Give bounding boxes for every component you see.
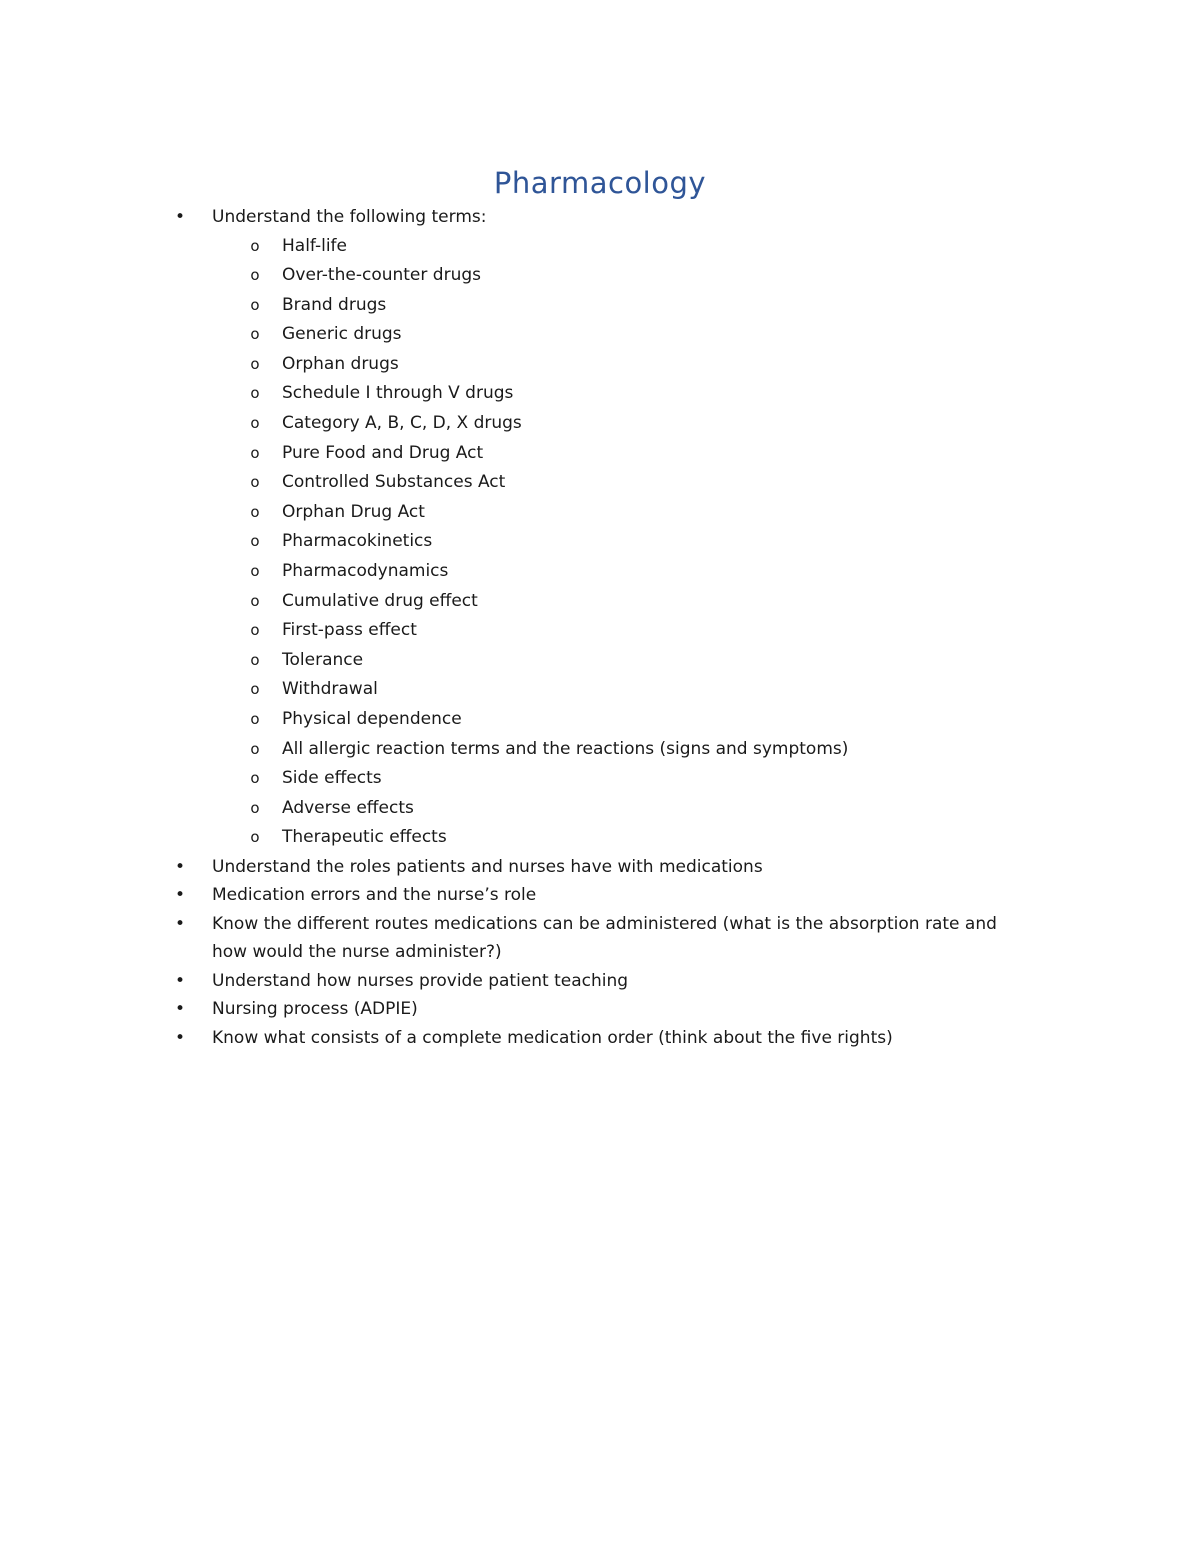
sub-list-item: [0, 409, 1030, 439]
sub-list-item: [0, 823, 1030, 853]
list-item: [0, 1024, 1200, 1053]
circle-bullet-icon: o: [250, 680, 260, 699]
sub-list-item-text: Category A, B, C, D, X drugs: [282, 413, 522, 434]
circle-bullet-icon: o: [250, 532, 260, 551]
circle-bullet-icon: o: [250, 266, 260, 285]
sub-list-item-text: Pharmacokinetics: [282, 531, 433, 552]
sub-list-item: [0, 291, 1030, 321]
sub-list-item-text: Cumulative drug effect: [282, 590, 478, 611]
circle-bullet-icon: o: [250, 325, 260, 344]
bullet-icon: •: [174, 207, 186, 227]
bullet-icon: •: [174, 885, 186, 906]
circle-bullet-icon: o: [250, 798, 260, 817]
sub-list-item-text: Therapeutic effects: [282, 827, 447, 848]
list-item: [0, 995, 1200, 1024]
sub-list-item: [0, 379, 1030, 409]
sub-list-item: [0, 587, 1030, 617]
sub-list-item: [0, 350, 1030, 380]
circle-bullet-icon: o: [250, 769, 260, 788]
bullet-icon: •: [174, 999, 186, 1020]
sub-list-item: [0, 439, 1030, 469]
circle-bullet-icon: o: [250, 414, 260, 433]
sub-list-item: [0, 616, 1030, 646]
list-item-text: Understand the following terms:: [212, 207, 487, 227]
circle-bullet-icon: o: [250, 710, 260, 728]
sub-list: [212, 232, 1030, 853]
circle-bullet-icon: o: [250, 443, 260, 462]
circle-bullet-icon: o: [250, 562, 260, 581]
circle-bullet-icon: o: [250, 828, 260, 847]
bullet-icon: •: [174, 1027, 186, 1048]
bullet-icon: •: [174, 970, 186, 991]
list-item-text: Medication errors and the nurse’s role: [212, 885, 537, 906]
circle-bullet-icon: o: [250, 384, 260, 403]
sub-list-item-text: Side effects: [282, 768, 382, 789]
sub-list-item-text: First-pass effect: [282, 620, 417, 641]
bullet-list: [0, 203, 1200, 1052]
sub-list-item: [0, 557, 1030, 587]
sub-list-item: [0, 675, 1030, 705]
sub-list-item-text: Adverse effects: [282, 797, 414, 818]
sub-list-item: [0, 794, 1030, 824]
sub-list-item-text: Controlled Substances Act: [282, 472, 506, 493]
sub-list-item: [0, 527, 1030, 557]
sub-list-item-text: Pure Food and Drug Act: [282, 442, 484, 463]
sub-list-item: [0, 261, 1030, 291]
list-item-text: Know what consists of a complete medication order (think about the five rights): [212, 1027, 893, 1048]
sub-list-item-text: Schedule I through V drugs: [282, 383, 514, 404]
list-item: [0, 853, 1200, 882]
circle-bullet-icon: o: [250, 591, 260, 610]
sub-list-item: [0, 232, 1030, 262]
sub-list-item-text: All allergic reaction terms and the reactions (signs and symptoms): [282, 738, 849, 759]
circle-bullet-icon: o: [250, 473, 260, 492]
sub-list-item: [0, 468, 1030, 498]
bullet-icon: •: [174, 913, 186, 934]
sub-list-item-text: Pharmacodynamics: [282, 561, 449, 582]
circle-bullet-icon: o: [250, 621, 260, 640]
sub-list-item: [0, 646, 1030, 676]
circle-bullet-icon: o: [250, 295, 260, 314]
circle-bullet-icon: o: [250, 650, 260, 669]
list-item: [0, 967, 1200, 996]
list-item-text: Understand how nurses provide patient teaching: [212, 970, 629, 991]
list-item: [0, 203, 1200, 853]
list-item: [0, 881, 1200, 910]
sub-list-item-text: Orphan drugs: [282, 353, 399, 374]
sub-list-item-text: Half-life: [282, 235, 348, 256]
list-item-text: Know the different routes medications can be administered (what is the absorption rate and how would the nurse administer?): [212, 913, 997, 963]
sub-list-item: [0, 320, 1030, 350]
sub-list-item-text: Over-the-counter drugs: [282, 265, 481, 286]
sub-list-item: [0, 735, 1030, 765]
sub-list-item-text: Brand drugs: [282, 294, 387, 315]
sub-list-item-text: Withdrawal: [282, 679, 378, 700]
circle-bullet-icon: o: [250, 739, 260, 758]
list-item: [0, 910, 1200, 967]
sub-list-item-text: Orphan Drug Act: [282, 501, 425, 522]
list-item-text: Understand the roles patients and nurses have with medications: [212, 856, 763, 877]
sub-list-item-text: Physical dependence: [282, 709, 462, 729]
page-title: Pharmacology: [493, 166, 707, 200]
sub-list-item-text: Generic drugs: [282, 324, 402, 345]
sub-list-item: [0, 705, 1030, 735]
circle-bullet-icon: o: [250, 354, 260, 373]
circle-bullet-icon: o: [250, 236, 260, 255]
sub-list-item-text: Tolerance: [282, 649, 364, 670]
list-item-text: Nursing process (ADPIE): [212, 999, 418, 1020]
sub-list-item: [0, 498, 1030, 528]
circle-bullet-icon: o: [250, 502, 260, 521]
sub-list-item: [0, 764, 1030, 794]
bullet-icon: •: [174, 856, 186, 877]
